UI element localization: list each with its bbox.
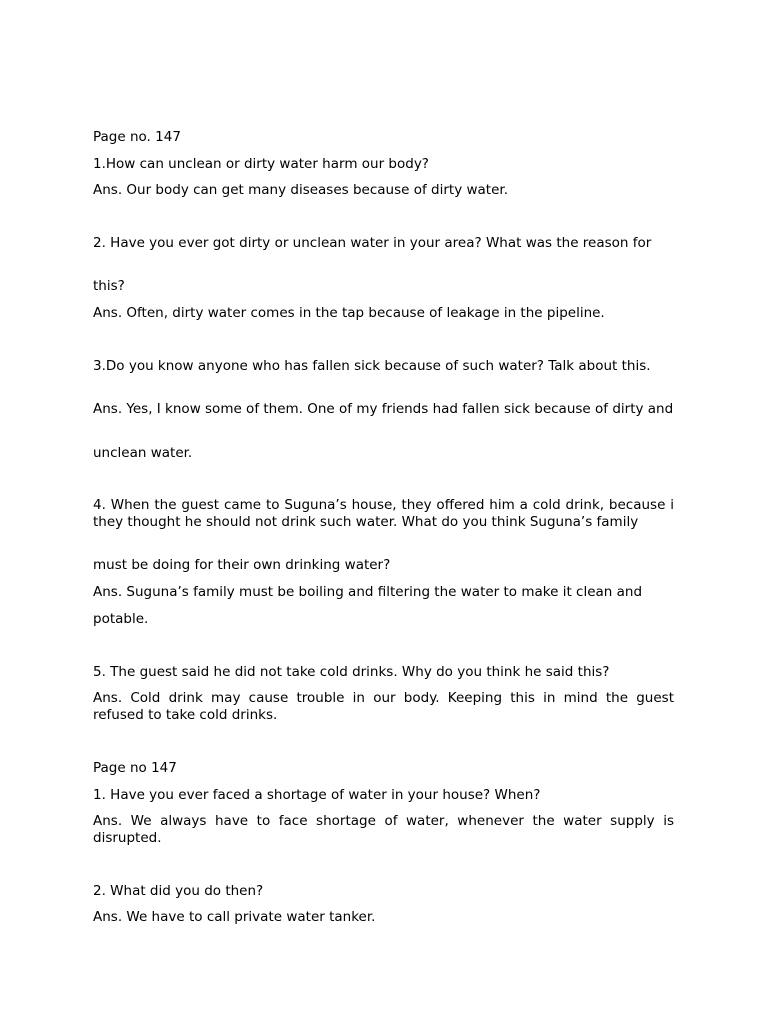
answer-1: Ans. Our body can get many diseases because of dirty water. bbox=[93, 182, 508, 198]
question-3: 3.Do you know anyone who has fallen sick because of such water? Talk about this. bbox=[93, 358, 651, 374]
question-7: 2. What did you do then? bbox=[93, 883, 264, 899]
answer-5: Ans. Cold drink may cause trouble in our body. Keeping this in mind the guest refused to take cold drinks. bbox=[93, 690, 674, 723]
question-6: 1. Have you ever faced a shortage of water in your house? When? bbox=[93, 787, 541, 803]
answer-2: Ans. Often, dirty water comes in the tap because of leakage in the pipeline. bbox=[93, 305, 605, 321]
question-1: 1.How can unclean or dirty water harm our body? bbox=[93, 156, 429, 172]
question-4: 4. When the guest came to Suguna’s house, they offered him a cold drink, because i they thought he should not drink such water. What do you think Suguna’s family bbox=[93, 497, 674, 530]
answer-6: Ans. We always have to face shortage of water, whenever the water supply is disrupted. bbox=[93, 813, 674, 846]
answer-4-continued: potable. bbox=[93, 611, 149, 627]
answer-4: Ans. Suguna’s family must be boiling and filtering the water to make it clean and bbox=[93, 584, 643, 600]
page-number-heading: Page no. 147 bbox=[93, 129, 181, 145]
question-2: 2. Have you ever got dirty or unclean water in your area? What was the reason for bbox=[93, 235, 652, 251]
page-number-heading-2: Page no 147 bbox=[93, 760, 177, 776]
document-page bbox=[93, 0, 674, 1024]
answer-3: Ans. Yes, I know some of them. One of my friends had fallen sick because of dirty and bbox=[93, 401, 674, 417]
question-5: 5. The guest said he did not take cold drinks. Why do you think he said this? bbox=[93, 664, 610, 680]
answer-7: Ans. We have to call private water tanker. bbox=[93, 909, 376, 925]
question-4-continued: must be doing for their own drinking water? bbox=[93, 557, 391, 573]
answer-3-continued: unclean water. bbox=[93, 445, 193, 461]
question-2-continued: this? bbox=[93, 278, 125, 294]
